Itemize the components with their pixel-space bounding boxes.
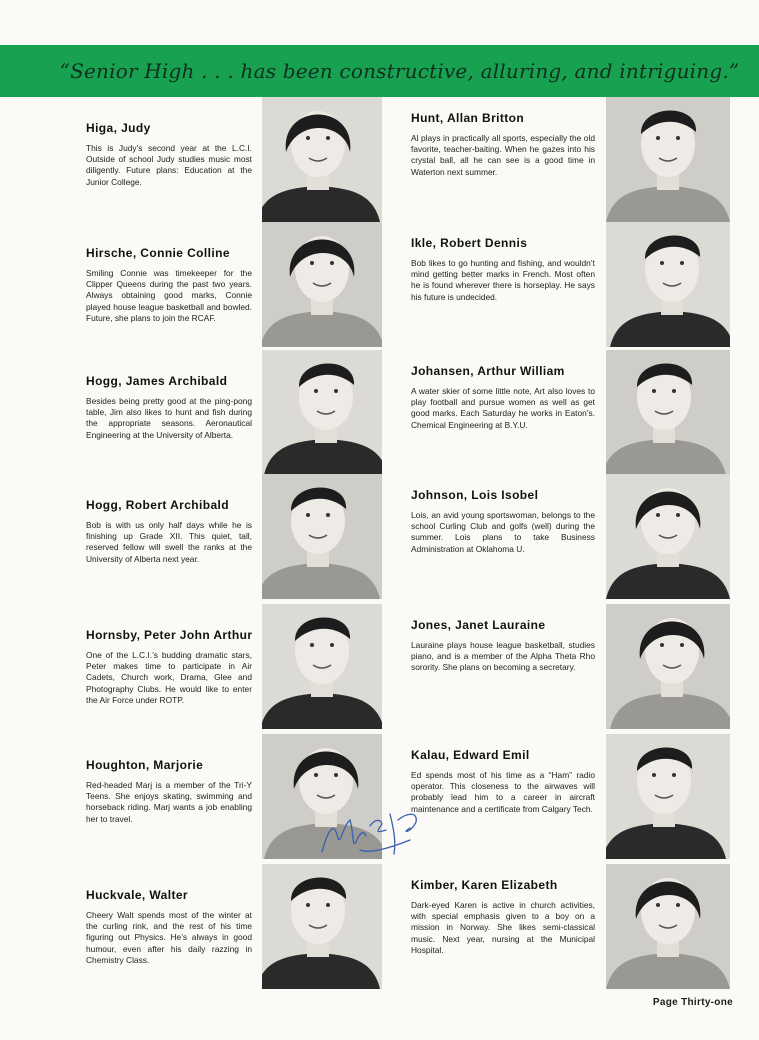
student-entry bbox=[411, 878, 595, 956]
student-entry bbox=[86, 374, 252, 441]
student-entry bbox=[86, 888, 252, 966]
student-entry bbox=[86, 758, 252, 825]
student-name: Ikle, Robert Dennis bbox=[411, 236, 528, 250]
student-portrait-photo bbox=[262, 97, 382, 222]
student-bio: This is Judy’s second year at the L.C.I. Outside of school Judy studies music most diligently. Future plans: Education at the Junior College. bbox=[86, 143, 252, 187]
student-portrait-photo bbox=[606, 97, 730, 222]
student-bio: Cheery Walt spends most of the winter at the curling rink, and the rest of his time figuring out Physics. He’s always in good humour, even after his daily razzing in Chemistry Class. bbox=[86, 910, 252, 965]
student-name: Hornsby, Peter John Arthur bbox=[86, 628, 253, 642]
student-name: Johansen, Arthur William bbox=[411, 364, 565, 378]
student-bio: Smiling Connie was timekeeper for the Clipper Queens during the past two years. Always obtaining good marks, Connie played house league basketball and bowled. Future, she plans to join the RCAF. bbox=[86, 268, 252, 323]
student-entry bbox=[86, 628, 252, 706]
student-name: Johnson, Lois Isobel bbox=[411, 488, 539, 502]
student-entry bbox=[411, 748, 595, 815]
student-entry bbox=[86, 498, 252, 565]
student-entry bbox=[411, 111, 595, 178]
student-entry bbox=[411, 364, 595, 431]
student-bio: Besides being pretty good at the ping-pong table, Jim also likes to hunt and fish during the appropriate seasons. Aeronautical Engineering at the University of Alberta. bbox=[86, 396, 252, 440]
student-bio: A water skier of some little note, Art also loves to play football and pursue women as well as get good marks. Each Saturday he works in Eaton’s. Chemical Engineering at B.Y.U. bbox=[411, 386, 595, 430]
student-bio: Ed spends most of his time as a “Ham” radio operator. This closeness to the airwaves will probably lead him to a career in aircraft maintenance and a certificate from Calgary Tech. bbox=[411, 770, 595, 814]
student-portrait-photo bbox=[262, 864, 382, 989]
student-portrait-photo bbox=[262, 734, 382, 859]
student-portrait-photo bbox=[606, 604, 730, 729]
page-number: Page Thirty-one bbox=[652, 997, 733, 1008]
student-portrait-photo bbox=[606, 350, 730, 475]
student-name: Hogg, Robert Archibald bbox=[86, 498, 230, 512]
student-name: Hunt, Allan Britton bbox=[411, 111, 525, 125]
student-portrait-photo bbox=[606, 864, 730, 989]
student-entry bbox=[411, 618, 595, 674]
student-name: Higa, Judy bbox=[86, 121, 151, 135]
student-entry bbox=[86, 121, 252, 188]
student-name: Kimber, Karen Elizabeth bbox=[411, 878, 558, 892]
student-name: Hirsche, Connie Colline bbox=[86, 246, 230, 260]
student-bio: Bob is with us only half days while he is finishing up Grade XII. This quiet, tall, reserved fellow will swell the ranks at the University of Alberta next year. bbox=[86, 520, 252, 564]
student-portrait-photo bbox=[606, 474, 730, 599]
student-name: Jones, Janet Lauraine bbox=[411, 618, 546, 632]
student-entry bbox=[86, 246, 252, 324]
student-bio: Bob likes to go hunting and fishing, and wouldn’t mind getting better marks in French. Most often he is found wherever there is horseplay. He says his future is undecided. bbox=[411, 258, 595, 302]
student-bio: Lois, an avid young sportswoman, belongs to the school Curling Club and golfs (well) during the summer. Lois plans to take Business Administration at Oklahoma U. bbox=[411, 510, 595, 554]
student-name: Kalau, Edward Emil bbox=[411, 748, 530, 762]
student-portrait-photo bbox=[262, 474, 382, 599]
student-portrait-photo bbox=[262, 350, 382, 475]
student-bio: Al plays in practically all sports, especially the old favorite, teacher-baiting. When he gazes into his crystal ball, all he can see is a good time in Waterton next summer. bbox=[411, 133, 595, 177]
student-name: Hogg, James Archibald bbox=[86, 374, 228, 388]
student-portrait-photo bbox=[606, 222, 730, 347]
student-name: Huckvale, Walter bbox=[86, 888, 188, 902]
banner-quote: “Senior High . . . has been constructive, alluring, and intriguing.” bbox=[59, 59, 740, 83]
header-banner bbox=[0, 45, 759, 97]
student-name: Houghton, Marjorie bbox=[86, 758, 204, 772]
student-bio: Dark-eyed Karen is active in church activities, with special emphasis given to a boy on a mission in Norway. She likes semi-classical music. Next year, nursing at the Municipal Hospital. bbox=[411, 900, 595, 955]
student-portrait-photo bbox=[606, 734, 730, 859]
student-entry bbox=[411, 236, 595, 303]
student-portrait-photo bbox=[262, 604, 382, 729]
student-bio: Red-headed Marj is a member of the Tri-Y Teens. She enjoys skating, swimming and horseback riding. Marj wants a job enabling her to travel. bbox=[86, 780, 252, 824]
student-entry bbox=[411, 488, 595, 555]
student-portrait-photo bbox=[262, 222, 382, 347]
student-bio: Lauraine plays house league basketball, studies piano, and is a member of the Alpha Theta Rho sorority. She plans on becoming a secretary. bbox=[411, 640, 595, 673]
student-bio: One of the L.C.I.’s budding dramatic stars, Peter makes time to participate in Air Cadets, Church work, Drama, Glee and Photography Clubs. He would like to enter the Air Force under ROTP. bbox=[86, 650, 252, 705]
